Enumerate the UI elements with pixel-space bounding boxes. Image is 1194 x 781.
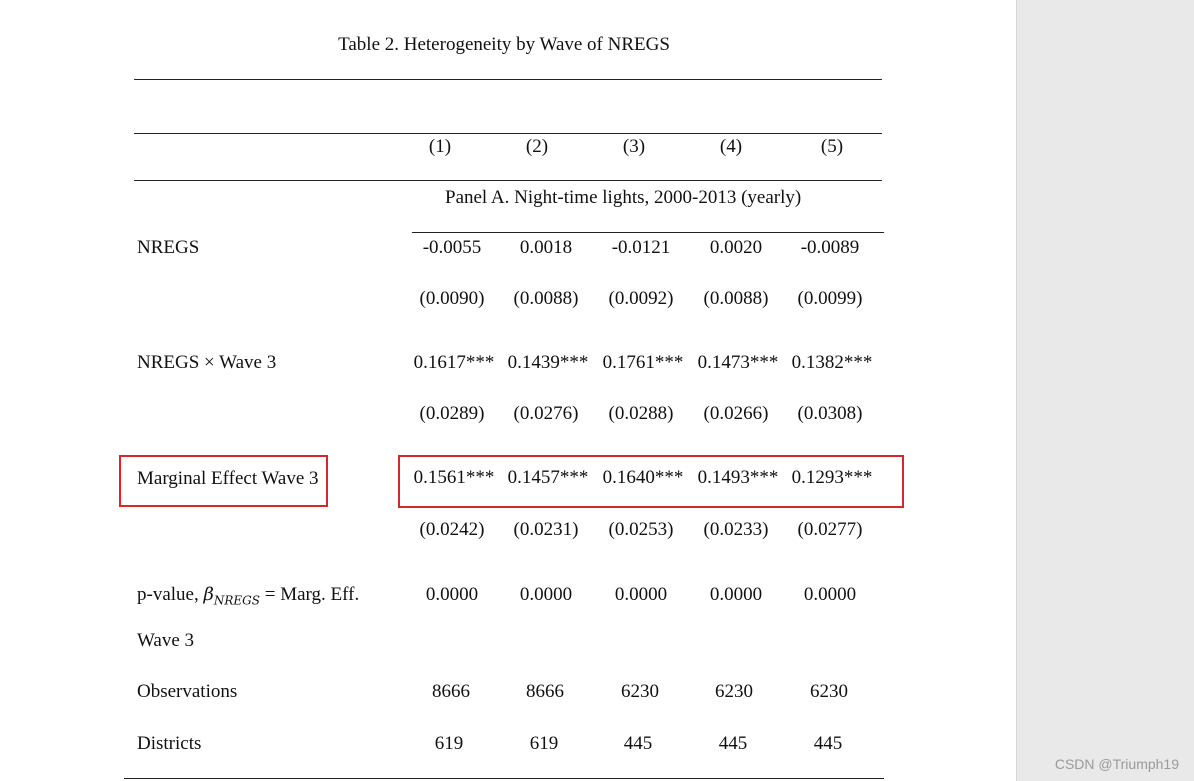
header-bottom-rule [134,180,882,181]
se-cell: (0.0242) [419,519,485,540]
coef-cell: 0.1493*** [697,467,779,488]
se-cell: (0.0231) [513,519,579,540]
obs-cell: 8666 [432,681,470,702]
coef-cell: -0.0089 [800,237,860,258]
districts-cell: 619 [529,733,559,754]
coef-cell: 0.1473*** [697,352,779,373]
se-cell: (0.0092) [608,288,674,309]
watermark: CSDN @Triumph19 [1054,756,1179,772]
row-label-districts: Districts [137,733,202,754]
obs-cell: 6230 [715,681,753,702]
se-cell: (0.0276) [513,403,579,424]
panel-rule [412,232,884,233]
column-header: (3) [622,136,646,157]
se-cell: (0.0090) [419,288,485,309]
highlight-box-label [119,455,328,507]
row-label-observations: Observations [137,681,238,702]
panel-title: Panel A. Night-time lights, 2000-2013 (yearly) [445,187,802,208]
pvalue-cell: 0.0000 [425,584,479,605]
pvalue-cell: 0.0000 [519,584,573,605]
column-header: (4) [719,136,743,157]
obs-cell: 6230 [810,681,848,702]
coef-cell: -0.0055 [422,237,482,258]
se-cell: (0.0266) [703,403,769,424]
coef-cell: 0.1617*** [413,352,495,373]
coef-cell: 0.1439*** [507,352,589,373]
coef-cell: 0.0020 [709,237,763,258]
coef-cell: 0.1382*** [791,352,873,373]
se-cell: (0.0288) [608,403,674,424]
se-cell: (0.0088) [513,288,579,309]
coef-cell: -0.0121 [611,237,671,258]
obs-cell: 6230 [621,681,659,702]
se-cell: (0.0277) [797,519,863,540]
column-header: (1) [428,136,452,157]
bottom-rule [124,778,884,779]
coef-cell: 0.1561*** [413,467,495,488]
header-top-rule [134,133,882,134]
row-label-pvalue: p-value, $\beta_{NREGS}$ = Marg. Eff. [137,584,360,608]
row-label-nregs-wave3: NREGS × Wave 3 [137,352,277,373]
coef-cell: 0.1640*** [602,467,684,488]
highlight-box-values [398,455,904,508]
pvalue-cell: 0.0000 [709,584,763,605]
table-title: Table 2. Heterogeneity by Wave of NREGS [338,34,670,55]
column-header: (2) [525,136,549,157]
se-cell: (0.0289) [419,403,485,424]
pvalue-cell: 0.0000 [614,584,668,605]
row-label-pvalue-line2: Wave 3 [137,630,195,651]
coef-cell: 0.1293*** [791,467,873,488]
se-cell: (0.0099) [797,288,863,309]
se-cell: (0.0233) [703,519,769,540]
row-label-nregs: NREGS [137,237,200,258]
coef-cell: 0.1457*** [507,467,589,488]
districts-cell: 445 [623,733,653,754]
viewer-background [1016,0,1194,781]
se-cell: (0.0088) [703,288,769,309]
districts-cell: 619 [434,733,464,754]
districts-cell: 445 [813,733,843,754]
coef-cell: 0.0018 [519,237,573,258]
coef-cell: 0.1761*** [602,352,684,373]
obs-cell: 8666 [526,681,564,702]
row-label-marginal-effect: Marginal Effect Wave 3 [137,468,319,489]
se-cell: (0.0253) [608,519,674,540]
pvalue-cell: 0.0000 [803,584,857,605]
districts-cell: 445 [718,733,748,754]
top-rule [134,79,882,80]
column-header: (5) [820,136,844,157]
se-cell: (0.0308) [797,403,863,424]
beta-symbol: $\beta_{NREGS}$ [203,584,260,608]
